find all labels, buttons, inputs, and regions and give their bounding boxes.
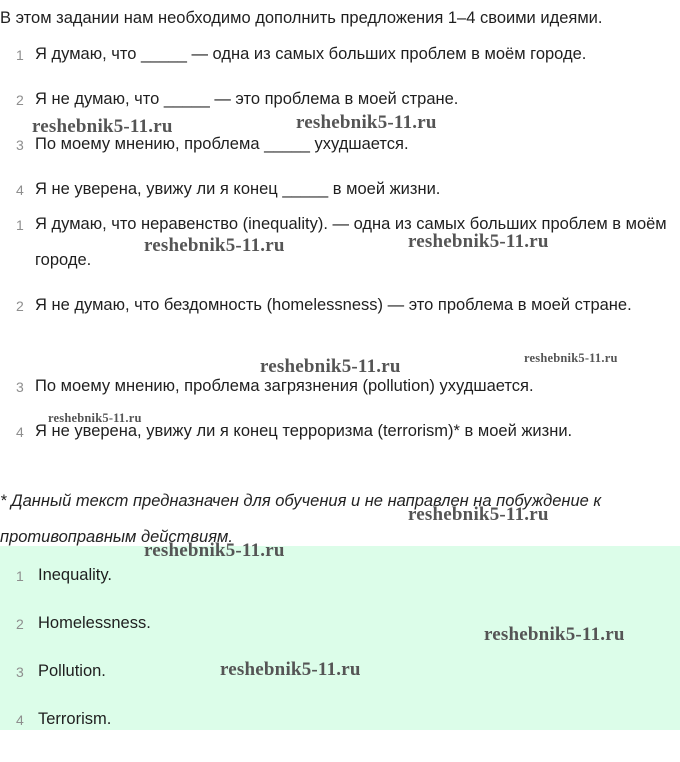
item-number: 3 <box>16 137 24 153</box>
item-number: 1 <box>16 47 24 63</box>
watermark: reshebnik5-11.ru <box>524 351 618 365</box>
item-text: Я не думаю, что _____ — это проблема в моей стране. <box>35 90 459 108</box>
item-text: Я не думаю, что бездомность (homelessness) — это проблема в моей стране. <box>35 296 632 314</box>
item-text: Я не уверена, увижу ли я конец _____ в моей жизни. <box>35 180 441 198</box>
item-number: 4 <box>16 712 24 728</box>
item-number: 3 <box>16 664 24 680</box>
item-text: По моему мнению, проблема загрязнения (pollution) ухудшается. <box>35 377 534 395</box>
answer-item-3 <box>16 662 106 689</box>
watermark: reshebnik5-11.ru <box>144 235 285 256</box>
item-text: Я думаю, что _____ — одна из самых больших проблем в моём городе. <box>35 45 587 63</box>
item-text: Terrorism. <box>38 710 112 728</box>
item-number: 4 <box>16 424 24 440</box>
watermark: reshebnik5-11.ru <box>484 624 625 645</box>
task-item-4 <box>16 180 440 207</box>
filled-item-2 <box>16 296 650 323</box>
filled-item-4 <box>16 422 572 449</box>
filled-item-3 <box>16 377 534 404</box>
item-number: 3 <box>16 379 24 395</box>
watermark: reshebnik5-11.ru <box>48 411 142 425</box>
item-text: Pollution. <box>38 662 106 680</box>
item-number: 1 <box>16 568 24 584</box>
item-text: Homelessness. <box>38 614 151 632</box>
filled-item-1 <box>16 215 670 278</box>
item-number: 2 <box>16 616 24 632</box>
watermark: reshebnik5-11.ru <box>32 116 173 137</box>
disclaimer-note: * Данный текст предназначен для обучения и не направлен на побуждение к противоправным действиям. <box>0 492 602 546</box>
item-number: 2 <box>16 298 24 314</box>
watermark: reshebnik5-11.ru <box>144 540 285 561</box>
item-text: Я думаю, что неравенство (inequality). — одна из самых больших проблем в моём городе. <box>35 215 667 269</box>
answer-item-2 <box>16 614 151 641</box>
item-number: 2 <box>16 92 24 108</box>
item-number: 4 <box>16 182 24 198</box>
watermark: reshebnik5-11.ru <box>296 112 437 133</box>
item-text: Я не уверена, увижу ли я конец терроризма (terrorism)* в моей жизни. <box>35 422 573 440</box>
item-text: По моему мнению, проблема _____ ухудшается. <box>35 135 409 153</box>
task-item-1 <box>16 45 586 72</box>
watermark: reshebnik5-11.ru <box>220 659 361 680</box>
watermark: reshebnik5-11.ru <box>260 356 401 377</box>
task-item-3 <box>16 135 409 162</box>
watermark: reshebnik5-11.ru <box>408 504 549 525</box>
answer-item-1 <box>16 566 112 593</box>
answer-item-4 <box>16 710 111 737</box>
intro-text: В этом задании нам необходимо дополнить предложения 1–4 своими идеями. <box>0 9 603 27</box>
item-number: 1 <box>16 217 24 233</box>
item-text: Inequality. <box>38 566 112 584</box>
watermark: reshebnik5-11.ru <box>408 231 549 252</box>
